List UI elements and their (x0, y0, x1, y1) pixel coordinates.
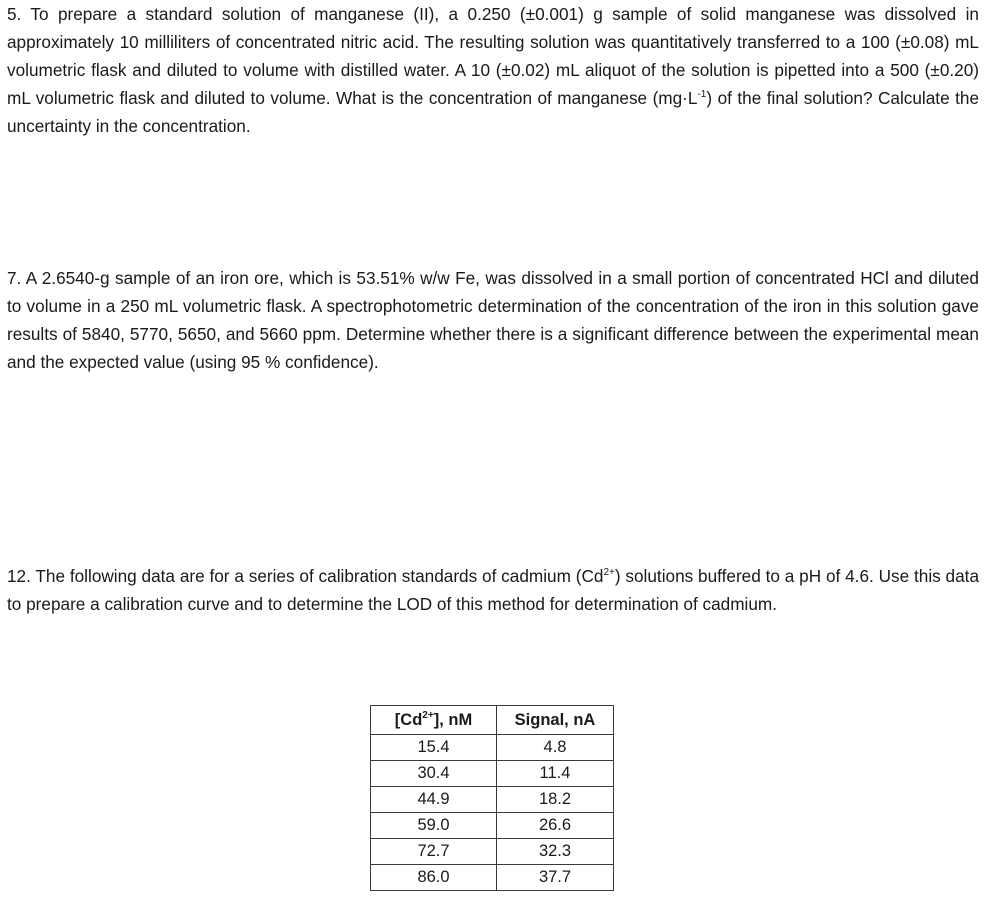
table-row (371, 813, 614, 839)
question-5 (7, 0, 979, 140)
cell-signal: 4.8 (497, 735, 614, 761)
cell-concentration: 30.4 (371, 761, 497, 787)
cell-signal: 32.3 (497, 839, 614, 865)
table-row (371, 865, 614, 891)
question-7-text: 7. A 2.6540-g sample of an iron ore, which is 53.51% w/w Fe, was dissolved in a small portion of concentrated HCl and diluted to volume in a 250 mL volumetric flask. A spectrophotometric determination of the concentration of the iron in this solution gave results of 5840, 5770, 5650, and 5660 ppm. Determine whether there is a significant difference between the experimental mean and the expected value (using 95 % confidence). (7, 268, 979, 372)
table-row (371, 839, 614, 865)
table-header-row (371, 706, 614, 735)
cell-signal: 11.4 (497, 761, 614, 787)
question-5-text: 5. To prepare a standard solution of manganese (II), a 0.250 (±0.001) g sample of solid manganese was dissolved in approximately 10 milliliters of concentrated nitric acid. The resulting solution was quantitatively transferred to a 100 (±0.08) mL volumetric flask and diluted to volume with distilled water. A 10 (±0.02) mL aliquot of the solution is pipetted into a 500 (±0.20) mL volumetric flask and diluted to volume. What is the concentration of manganese $(mg\cdot L^{-1})$ of the final solution? Calculate the uncertainty in the concentration. (7, 4, 980, 136)
table-row (371, 761, 614, 787)
cell-signal: 18.2 (497, 787, 614, 813)
question-7 (7, 264, 979, 376)
cell-concentration: 44.9 (371, 787, 497, 813)
calibration-data-table (370, 705, 614, 891)
cell-concentration: 59.0 (371, 813, 497, 839)
header-concentration: $[Cd^{2+}]$, nM (371, 706, 497, 735)
cell-concentration: 72.7 (371, 839, 497, 865)
table-row (371, 787, 614, 813)
cell-concentration: 15.4 (371, 735, 497, 761)
cell-concentration: 86.0 (371, 865, 497, 891)
cell-signal: 37.7 (497, 865, 614, 891)
table-row (371, 735, 614, 761)
question-12-text: 12. The following data are for a series of calibration standards of cadmium $(Cd^{2+})$ solutions buffered to a pH of 4.6. Use this data to prepare a calibration curve and to determine the LOD of this method for determination of cadmium. (7, 566, 980, 614)
header-signal: Signal, nA (497, 706, 614, 735)
question-12 (7, 562, 979, 618)
cell-signal: 26.6 (497, 813, 614, 839)
